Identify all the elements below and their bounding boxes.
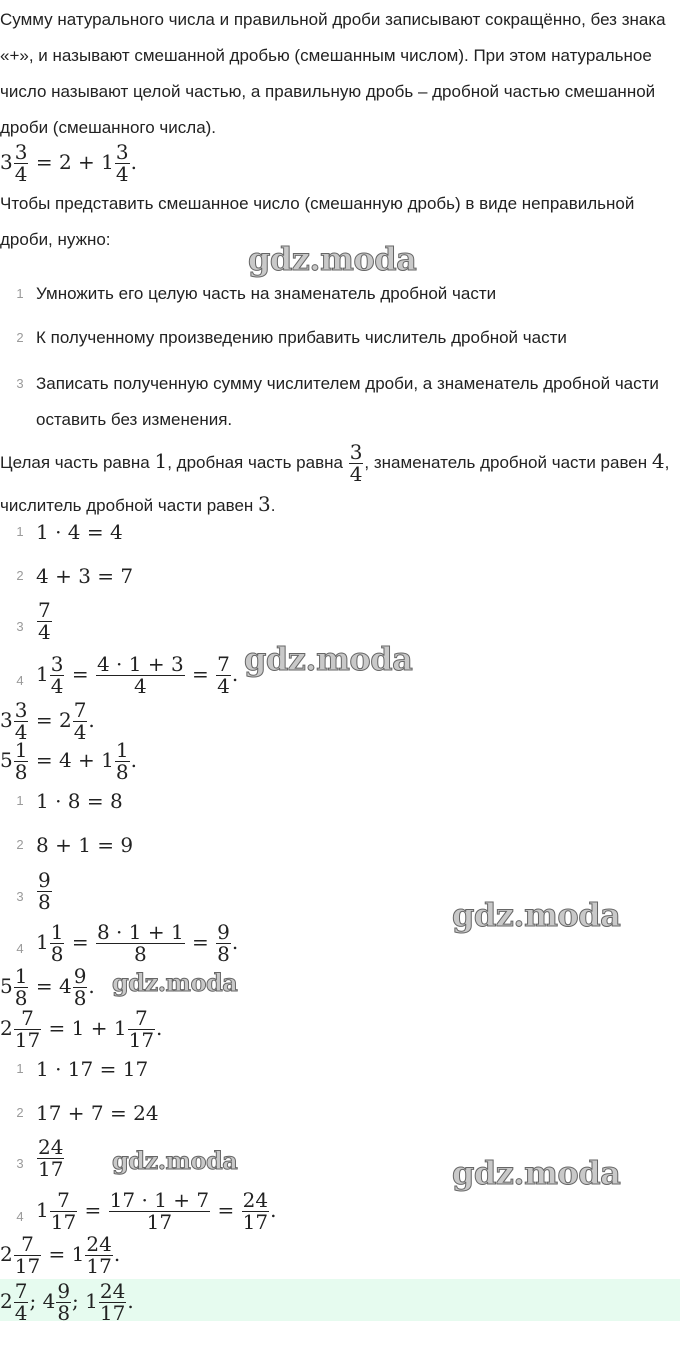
example-equation: 5 $\frac{1}{8}$ = 4 + 1 $\frac{1}{8}$ . — [0, 738, 137, 784]
how-to-paragraph: Чтобы представить смешанное число (смешанную дробь) в виде неправильной дроби, нужно: — [0, 194, 635, 249]
watermark: gdz.moda — [452, 1154, 621, 1192]
watermark: gdz.moda — [244, 640, 413, 678]
intro-paragraph: Сумму натурального числа и правильной дроби записывают сокращённо, без знака «+», и называют смешанной дробью (смешанным числом). При этом натуральное число называют целой частью, а правильную дробь – дробной частью смешанной дроби (смешанного числа). — [0, 10, 666, 137]
example-result: 3 $\frac{3}{4}$ = 2 $\frac{7}{4}$ . — [0, 698, 95, 744]
example-result: 2 $\frac{7}{17}$ = 1 $\frac{24}{17}$ . — [0, 1232, 121, 1278]
example-result: 5 $\frac{1}{8}$ = 4 $\frac{9}{8}$ . — [0, 964, 95, 1010]
example-equation: 3 $\frac{3}{4}$ = 2 + 1 $\frac{3}{4}$ . — [0, 140, 137, 186]
watermark: gdz.moda — [112, 1146, 238, 1175]
answer-box — [0, 1279, 680, 1325]
watermark: gdz.moda — [248, 240, 417, 278]
example-equation: 2 $\frac{7}{17}$ = 1 + 1 $\frac{7}{17}$ . — [0, 1006, 163, 1052]
parts-paragraph: Целая часть равна 1, дробная часть равна $\frac{3}{4}$ , знаменатель дробной части равен 4, числитель дробной части равен 3. — [0, 440, 670, 517]
watermark: gdz.moda — [112, 968, 238, 997]
watermark: gdz.moda — [452, 896, 621, 934]
answer-line: 2 $\frac{7}{4}$ ; 4 $\frac{9}{8}$ ; 1 $\frac{24}{17}$ . — [0, 1279, 134, 1325]
